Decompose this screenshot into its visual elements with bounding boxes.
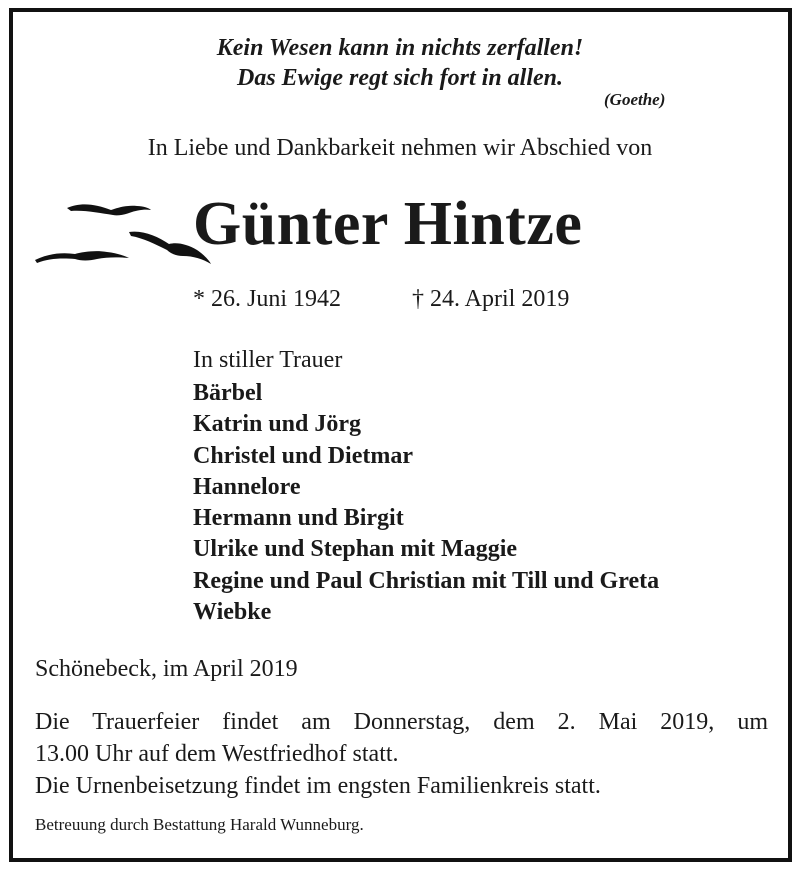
deceased-name: Günter Hintze	[193, 190, 583, 258]
mourner-name: Katrin und Jörg	[193, 411, 362, 438]
mourner-name: Wiebke	[193, 599, 272, 626]
ceremony-line-3: Die Urnenbeisetzung findet im engsten Familienkreis statt.	[35, 773, 601, 799]
mourner-name: Christel und Dietmar	[193, 442, 413, 469]
quote-line-1: Kein Wesen kann in nichts zerfallen!	[216, 35, 584, 61]
mourner-name: Hermann und Birgit	[193, 505, 404, 532]
death-date: † 24. April 2019	[412, 286, 570, 312]
mourner-name: Regine und Paul Christian mit Till und Greta	[193, 567, 660, 594]
intro-text: In Liebe und Dankbarkeit nehmen wir Abschied von	[147, 135, 653, 161]
ceremony-line-1: Die Trauerfeier findet am Donnerstag, dem 2. Mai 2019, um	[35, 709, 768, 735]
place-and-date: Schönebeck, im April 2019	[35, 656, 298, 682]
bird-icon	[35, 251, 129, 263]
flying-birds-icon	[33, 196, 218, 276]
quote-line-2: Das Ewige regt sich fort in allen.	[236, 65, 564, 91]
birth-date: * 26. Juni 1942	[193, 286, 342, 312]
mourner-name: Ulrike und Stephan mit Maggie	[193, 536, 518, 563]
bird-icon	[67, 204, 151, 215]
funeral-home-credit: Betreuung durch Bestattung Harald Wunneburg.	[35, 815, 364, 834]
ceremony-info	[35, 706, 768, 802]
ceremony-line-2: 13.00 Uhr auf dem Westfriedhof statt.	[35, 741, 399, 767]
mourners-list	[193, 378, 659, 628]
mourner-name: Hannelore	[193, 473, 301, 500]
quote-author: (Goethe)	[604, 90, 666, 109]
mourner-name: Bärbel	[193, 380, 263, 406]
mourning-heading: In stiller Trauer	[193, 347, 343, 373]
